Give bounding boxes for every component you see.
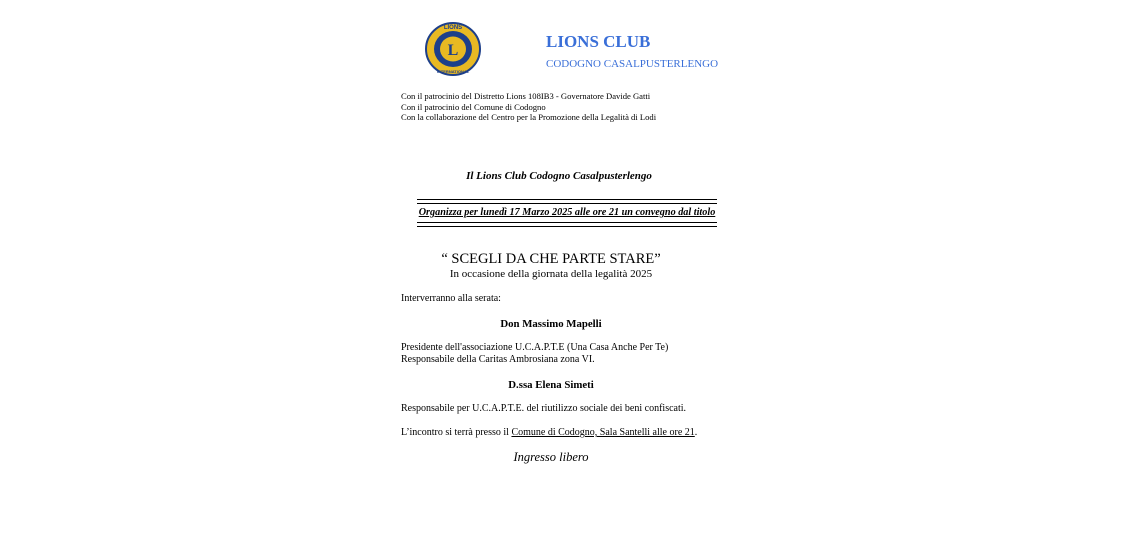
patronage-line: Con il patrocinio del Comune di Codogno: [401, 101, 546, 112]
speaker-role: Responsabile per U.C.A.P.T.E. del riutilizzo sociale dei beni confiscati.: [401, 403, 687, 414]
logo-text-bottom: INTERNATIONAL: [436, 69, 470, 74]
event-subtitle: In occasione della giornata della legalità 2025: [449, 268, 653, 280]
free-entry-note: Ingresso libero: [513, 450, 589, 464]
logo-text-top: LIONS: [443, 25, 463, 31]
speaker-name: Don Massimo Mapelli: [500, 318, 602, 330]
speaker-role: Presidente dell'associazione U.C.A.P.T.E (Una Casa Anche Per Te): [401, 342, 669, 353]
venue-link[interactable]: Comune di Codogno, Sala Santelli alle ore 21: [511, 427, 695, 438]
logo-letter: L: [447, 42, 459, 59]
event-announcement: Organizza per lunedì 17 Marzo 2025 alle ore 21 un convegno dal titolo: [418, 207, 716, 218]
speakers-intro: Interverranno alla serata:: [401, 293, 501, 304]
patronage-line: Con la collaborazione del Centro per la Promozione della Legalità di Lodi: [401, 112, 657, 122]
organizer-line: Il Lions Club Codogno Casalpusterlengo: [466, 170, 652, 182]
venue-line: [401, 427, 697, 439]
double-rule-bottom: [417, 222, 717, 227]
club-subtitle: CODOGNO CASALPUSTERLENGO: [546, 58, 719, 70]
event-title: “ SCEGLI DA CHE PARTE STARE”: [441, 251, 661, 267]
club-title: LIONS CLUB: [546, 32, 651, 51]
patronage-block: [401, 91, 656, 123]
speaker-role: Responsabile della Caritas Ambrosiana zona VI.: [401, 354, 595, 365]
double-rule-top: [417, 199, 717, 204]
lions-logo: [424, 18, 482, 78]
patronage-line: Con il patrocinio del Distretto Lions 108IB3 - Governatore Davide Gatti: [401, 91, 651, 101]
venue-suffix: .: [694, 427, 698, 438]
speaker-name: D.ssa Elena Simeti: [508, 379, 594, 391]
venue-prefix: L’incontro si terrà presso il: [401, 427, 512, 438]
